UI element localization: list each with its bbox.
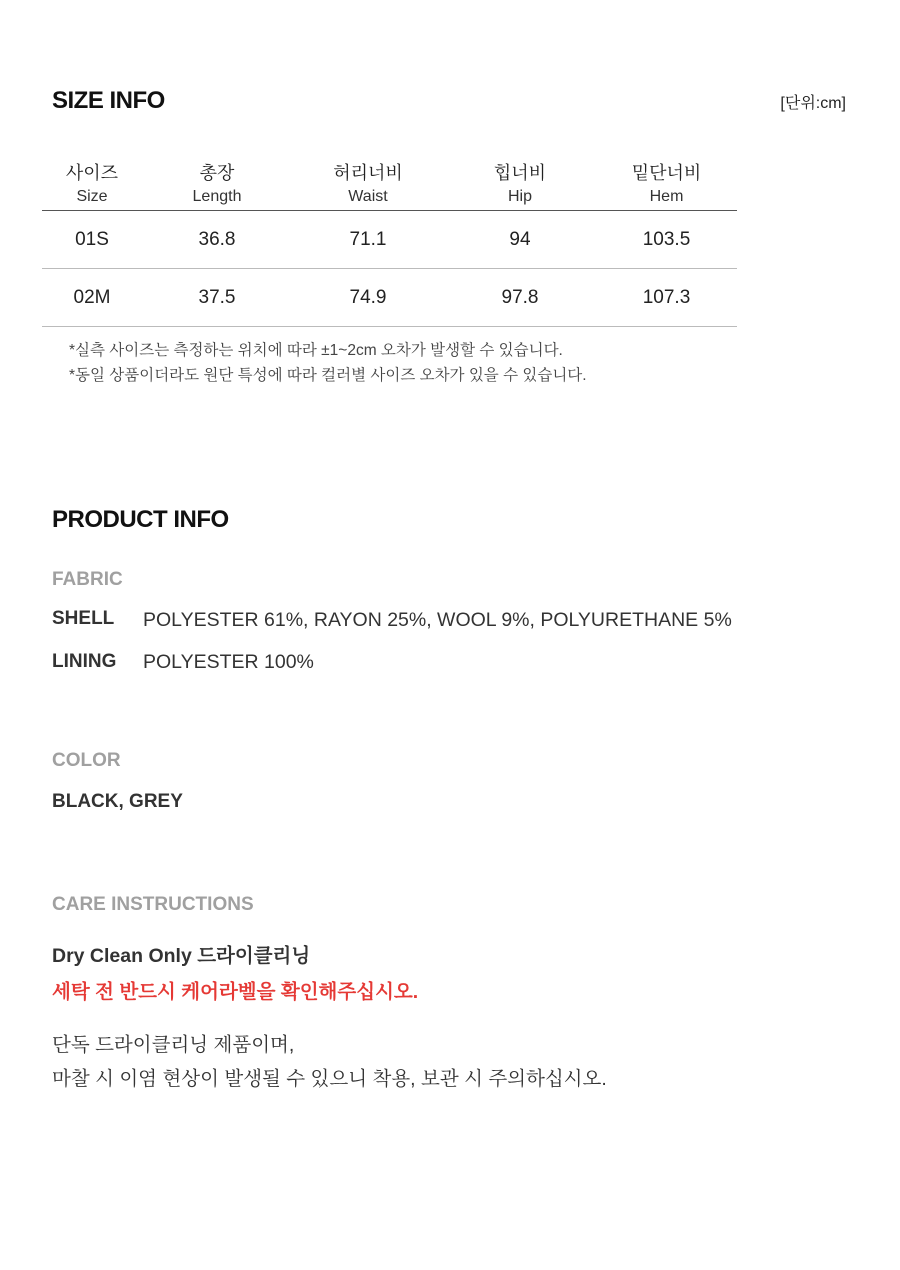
- color-value: BLACK, GREY: [52, 791, 183, 812]
- table-cell: 01S: [75, 228, 109, 250]
- col-size: 사이즈 Size: [65, 163, 119, 205]
- col-waist: 허리너비 Waist: [333, 163, 403, 205]
- table-cell: 103.5: [642, 228, 691, 250]
- shell-value: POLYESTER 61%, RAYON 25%, WOOL 9%, POLYURETHANE 5%: [143, 609, 732, 631]
- table-cell: 36.8: [198, 228, 236, 250]
- size-info-title: SIZE INFO: [52, 87, 165, 114]
- table-row: [42, 269, 737, 327]
- care-description: [52, 1028, 607, 1096]
- size-table: [42, 158, 737, 327]
- color-label: COLOR: [52, 750, 121, 771]
- care-desc-line-2: 마찰 시 이염 현상이 발생될 수 있으니 착용, 보관 시 주의하십시오.: [52, 1068, 607, 1090]
- size-notes: [69, 338, 587, 388]
- fabric-label: FABRIC: [52, 569, 123, 590]
- table-row: [42, 211, 737, 269]
- lining-label: LINING: [52, 651, 117, 672]
- col-hip: 힙너비 Hip: [493, 163, 547, 205]
- care-warning: 세탁 전 반드시 케어라벨을 확인해주십시오.: [52, 981, 419, 1003]
- product-info-title: PRODUCT INFO: [52, 506, 229, 533]
- table-cell: 107.3: [642, 286, 691, 308]
- size-unit-label: [단위:cm]: [780, 95, 846, 112]
- shell-label: SHELL: [52, 608, 115, 629]
- size-note-2: *동일 상품이더라도 원단 특성에 따라 컬러별 사이즈 오차가 있을 수 있습니다.: [69, 367, 587, 384]
- care-method: Dry Clean Only 드라이클리닝: [52, 945, 311, 967]
- table-cell: 97.8: [501, 286, 539, 308]
- table-cell: 94: [509, 228, 531, 250]
- col-length: 총장 Length: [192, 163, 242, 205]
- table-cell: 71.1: [349, 228, 387, 250]
- care-desc-line-1: 단독 드라이클리닝 제품이며,: [52, 1034, 295, 1056]
- table-cell: 02M: [73, 286, 111, 308]
- lining-value: POLYESTER 100%: [143, 651, 314, 673]
- size-table-header: [42, 158, 737, 211]
- table-cell: 37.5: [198, 286, 236, 308]
- size-note-1: *실측 사이즈는 측정하는 위치에 따라 ±1~2cm 오차가 발생할 수 있습니다.: [69, 342, 563, 359]
- care-label: CARE INSTRUCTIONS: [52, 894, 254, 915]
- table-cell: 74.9: [349, 286, 387, 308]
- col-hem: 밑단너비 Hem: [631, 163, 702, 205]
